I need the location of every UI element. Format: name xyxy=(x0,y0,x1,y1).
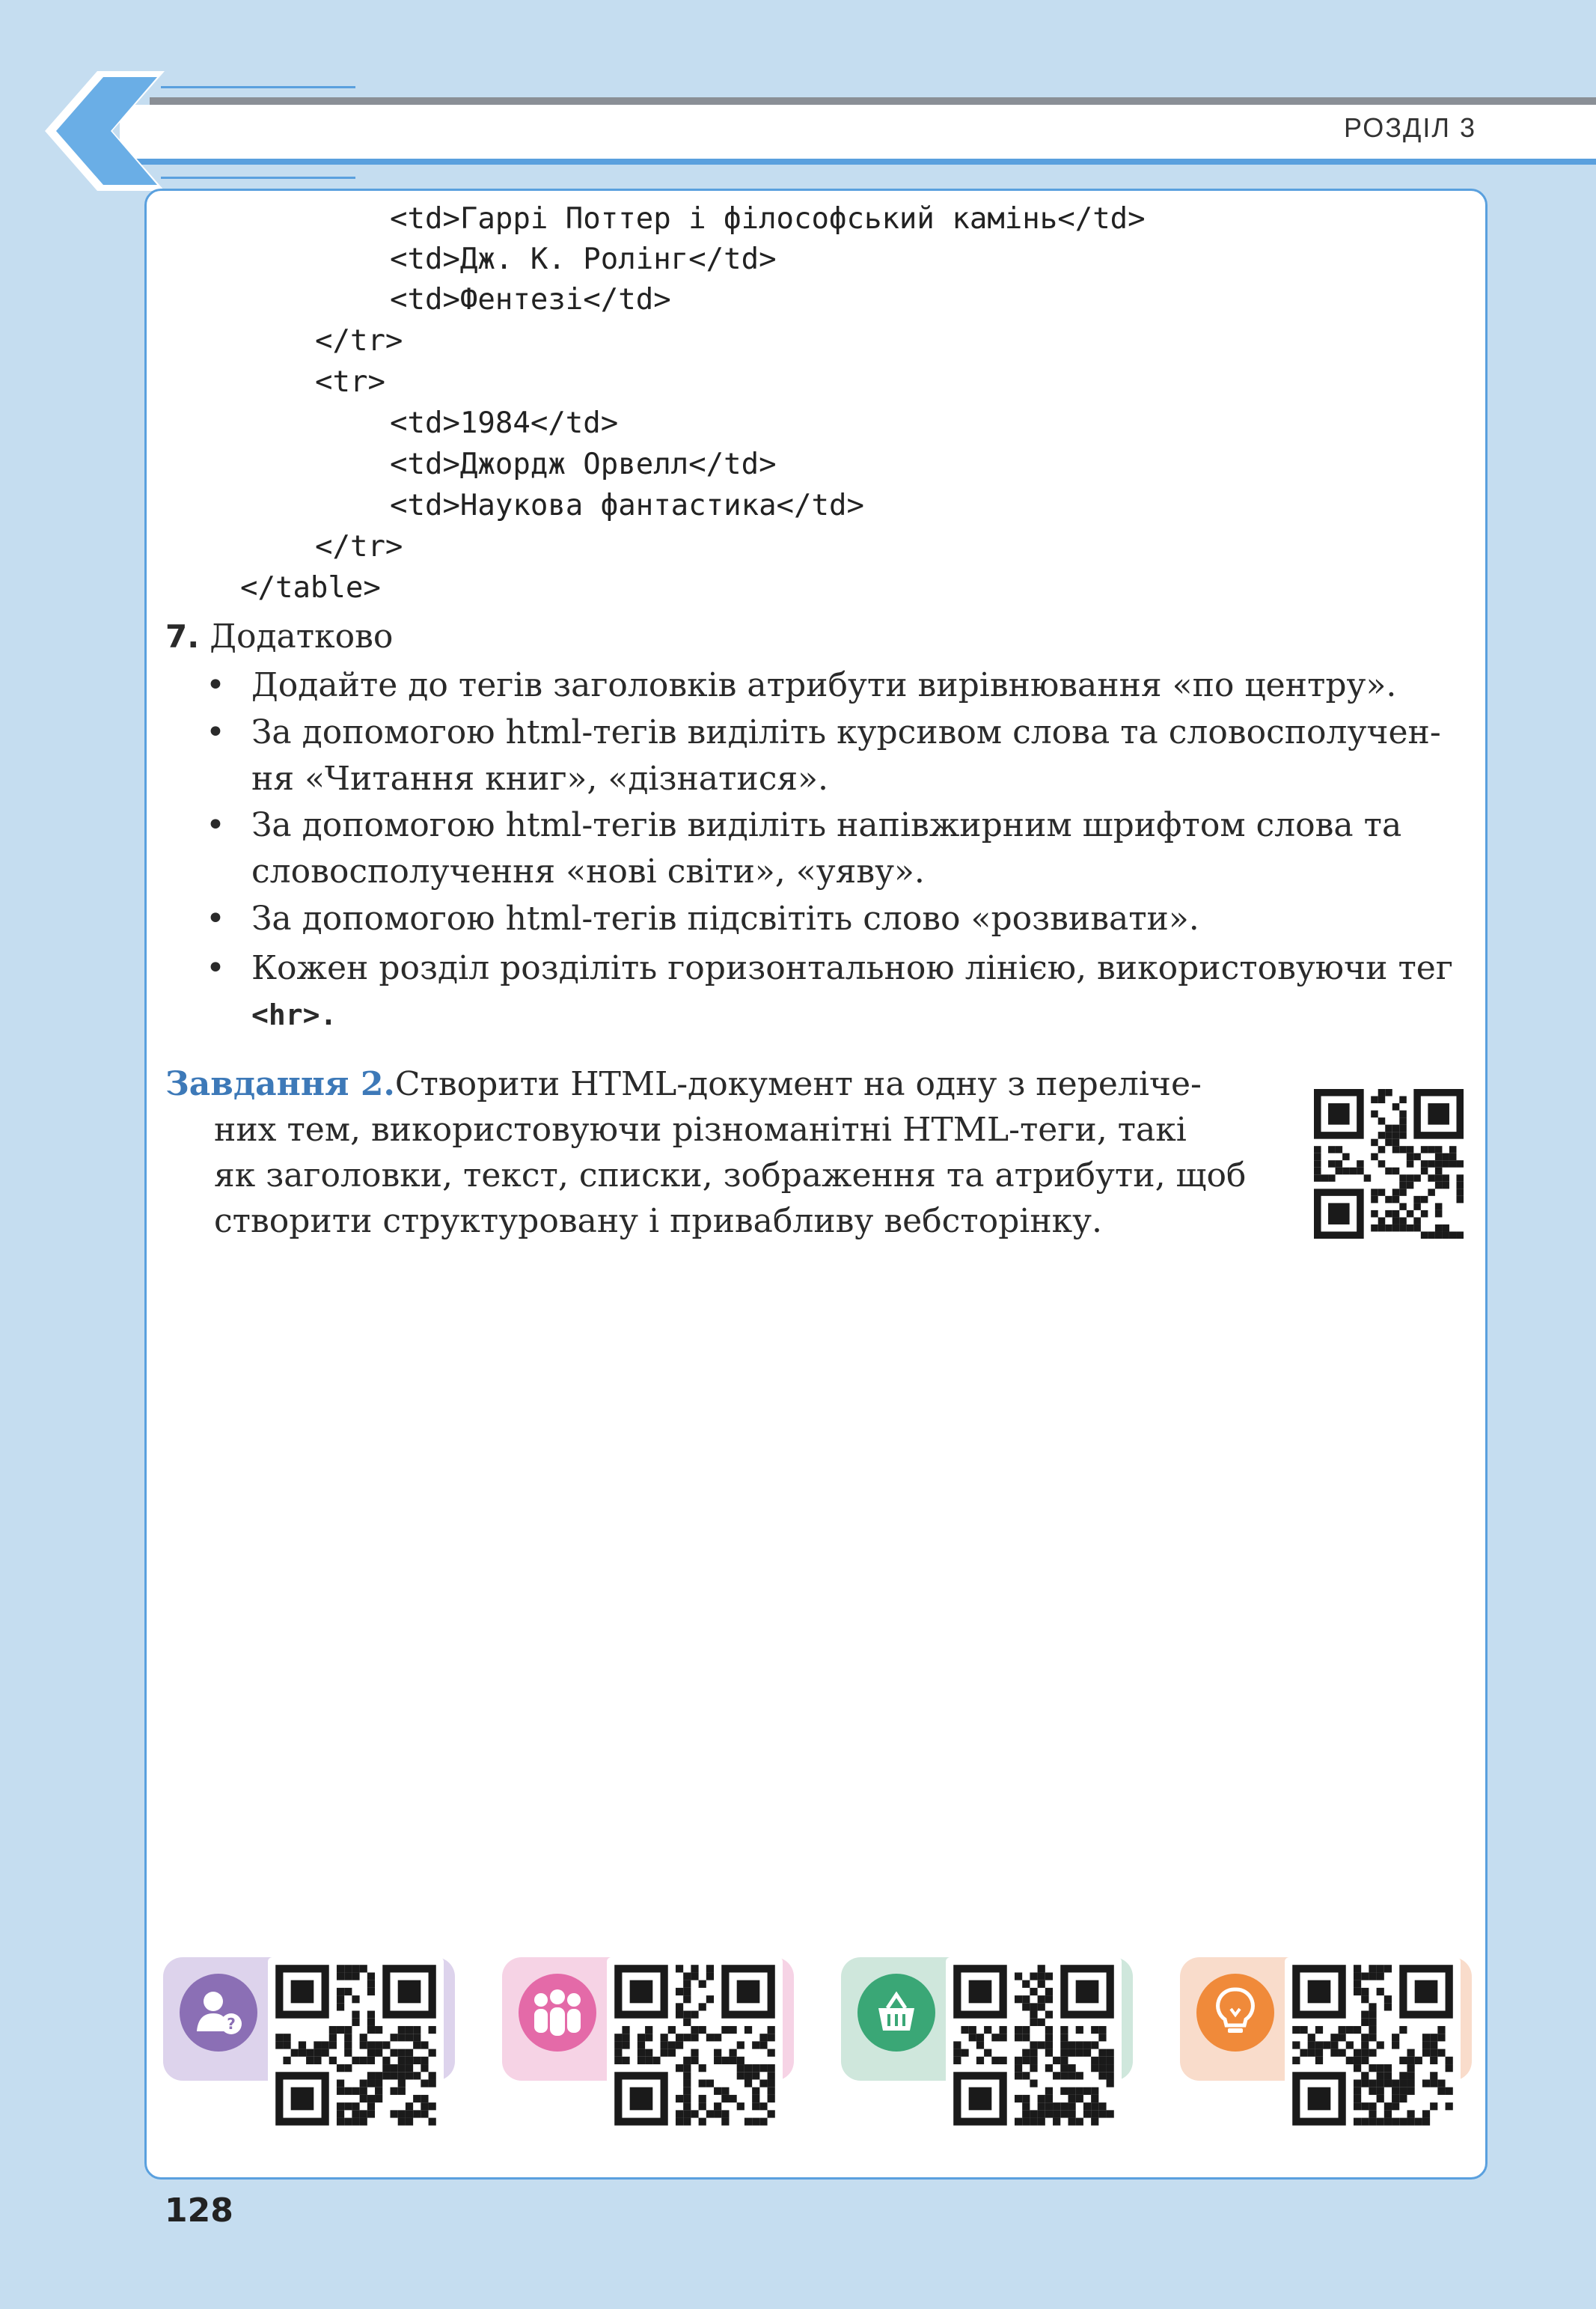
code-line: <td>Наукова фантастика</td> xyxy=(390,489,864,522)
task-text-line: них тем, використовуючи різноманітні HTML-теги, такі xyxy=(214,1111,1187,1149)
task-2 xyxy=(165,1061,1288,1244)
list-item: • За допомогою html-тегів підсвітіть слово «розвивати». xyxy=(218,896,1596,942)
task-text-line: Створити HTML-документ на одну з переліче- xyxy=(394,1065,1202,1103)
header-line-top xyxy=(161,86,355,88)
qr-code[interactable] xyxy=(946,1957,1122,2133)
code-line: <td>Дж. К. Ролінг</td> xyxy=(390,243,777,276)
item-number: 7. xyxy=(165,618,200,655)
bullet-icon: • xyxy=(206,713,225,751)
item-title: Додатково xyxy=(210,617,394,656)
person-question-icon xyxy=(180,1974,257,2052)
content-card xyxy=(144,189,1488,2180)
resource-tab-basket[interactable] xyxy=(841,1957,1133,2081)
code-line: <tr> xyxy=(315,365,385,399)
bullet-icon: • xyxy=(206,666,225,704)
list-item: • Додайте до тегів заголовків атрибути вирівнювання «по центру». xyxy=(218,662,1596,709)
task-text-line: як заголовки, текст, списки, зображення та атрибути, щоб xyxy=(214,1156,1247,1195)
chevron-left-icon xyxy=(45,71,180,191)
bullet-icon: • xyxy=(206,806,225,844)
group-people-icon xyxy=(519,1974,596,2052)
list-item-continuation: словосполучення «нові світи», «уяву». xyxy=(251,852,925,891)
code-line: </table> xyxy=(240,571,381,605)
code-line: <td>1984</td> xyxy=(390,406,619,440)
task-text-line: створити структуровану і привабливу вебсторінку. xyxy=(214,1202,1103,1240)
basket-icon xyxy=(857,1974,935,2052)
section-label: РОЗДІЛ 3 xyxy=(1344,112,1476,143)
qr-code[interactable] xyxy=(1314,1089,1464,1239)
bullet-icon: • xyxy=(206,949,225,987)
header-line-bottom xyxy=(161,177,355,179)
qr-code[interactable] xyxy=(607,1957,783,2133)
item-7-heading xyxy=(165,617,393,656)
lightbulb-icon xyxy=(1196,1974,1274,2052)
page-number: 128 xyxy=(165,2191,233,2230)
code-line: <td>Джордж Орвелл</td> xyxy=(390,448,777,481)
code-line: </tr> xyxy=(315,530,403,564)
qr-code[interactable] xyxy=(268,1957,444,2133)
resource-tab-ideas[interactable] xyxy=(1180,1957,1472,2081)
task-label: Завдання 2. xyxy=(165,1065,395,1103)
resource-tab-tests[interactable] xyxy=(163,1957,455,2081)
list-item-continuation: ня «Читання книг», «дізнатися». xyxy=(251,760,829,798)
list-item: • За допомогою html-тегів виділіть напівжирним шрифтом слова та xyxy=(218,802,1596,849)
code-line: <td>Гаррі Поттер і філософський камінь</td> xyxy=(390,202,1146,236)
qr-code[interactable] xyxy=(1285,1957,1461,2133)
code-line: </tr> xyxy=(315,324,403,358)
list-item: • Кожен розділ розділіть горизонтальною лінією, використовуючи тег xyxy=(218,945,1596,992)
code-line: <td>Фентезі</td> xyxy=(390,283,671,317)
list-item-continuation: <hr>. xyxy=(251,998,337,1031)
header-rule xyxy=(150,97,1596,105)
bullet-icon: • xyxy=(206,900,225,938)
svg-text:?: ? xyxy=(227,2015,236,2033)
resource-tab-group[interactable] xyxy=(502,1957,794,2081)
list-item: • За допомогою html-тегів виділіть курсивом слова та словосполучен- xyxy=(218,710,1596,756)
